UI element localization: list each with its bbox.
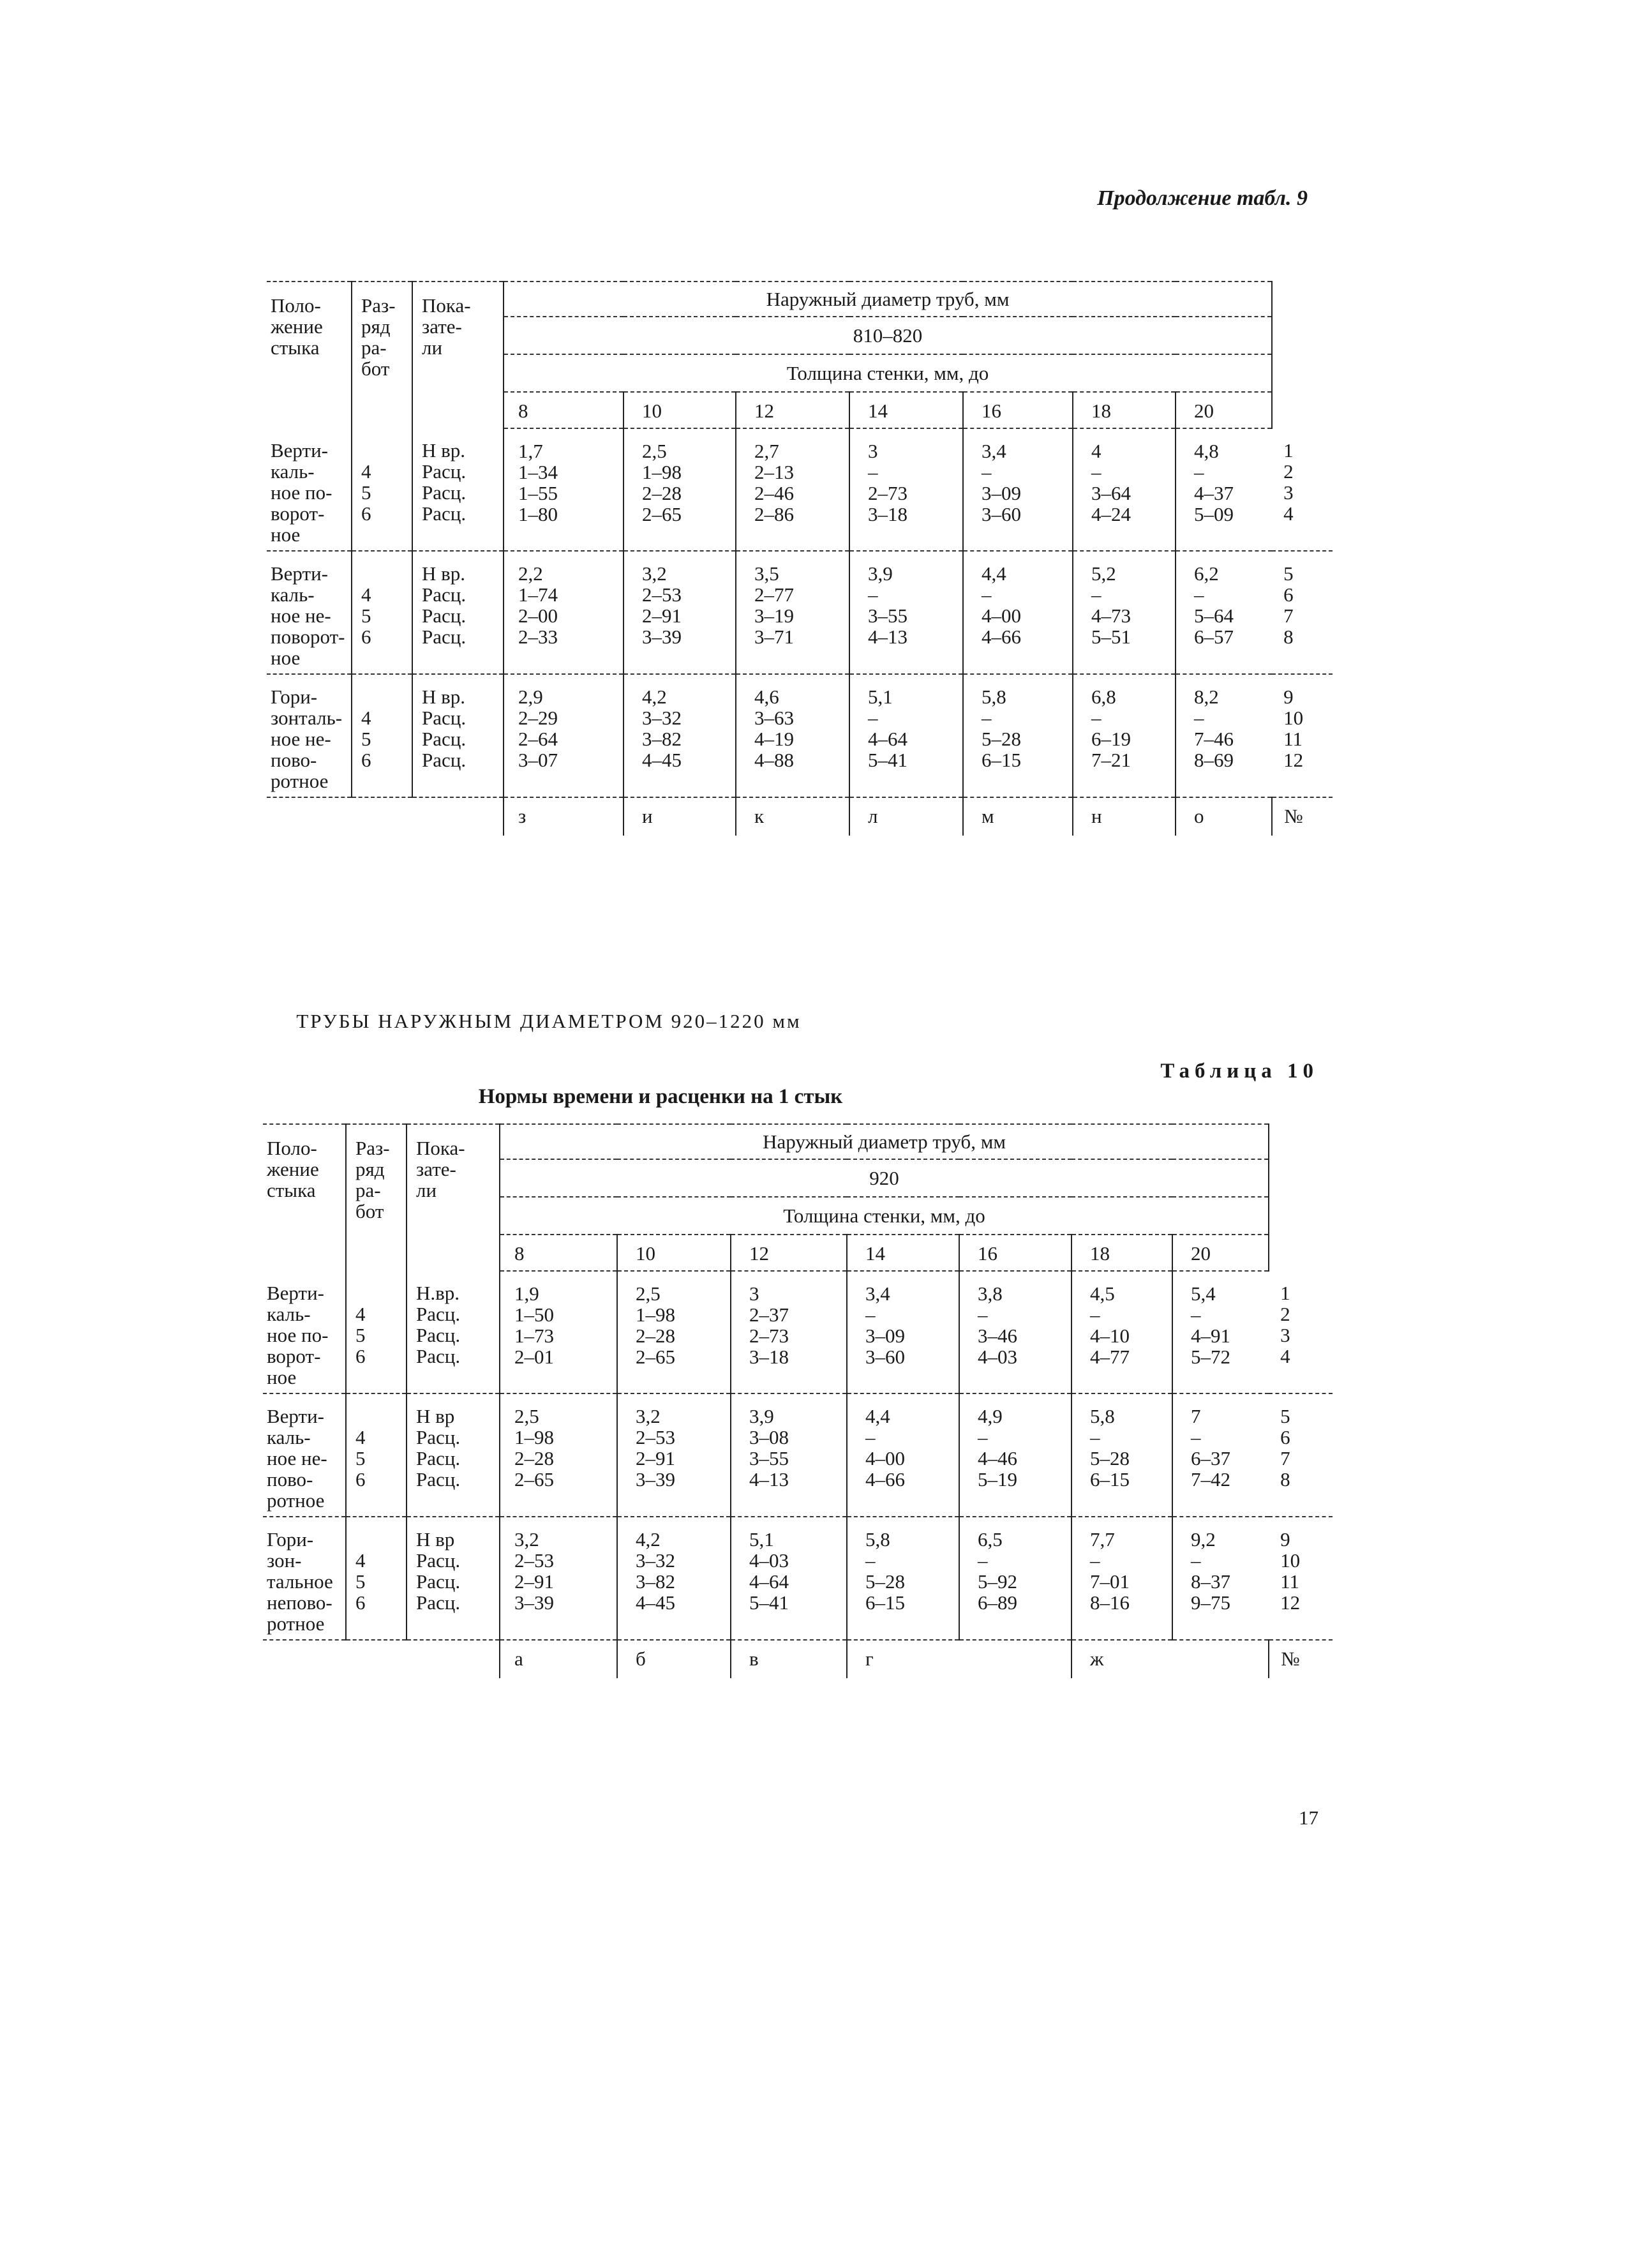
column-letter: б bbox=[617, 1640, 731, 1678]
value-cell: 2,5 1–98 2–28 2–65 bbox=[500, 1393, 617, 1517]
value-cell: 3 2–37 2–73 3–18 bbox=[731, 1271, 847, 1393]
thickness-col: 16 bbox=[959, 1235, 1072, 1271]
joint-position: Верти- каль- ное не- пово- ротное bbox=[263, 1393, 346, 1517]
value-cell: 4,6 3–63 4–19 4–88 bbox=[736, 674, 849, 797]
thickness-col: 12 bbox=[736, 392, 849, 428]
row-numbers: 9 10 11 12 bbox=[1269, 1517, 1333, 1640]
value-cell: 3,4 – 3–09 3–60 bbox=[963, 428, 1073, 551]
value-cell: 2,9 2–29 2–64 3–07 bbox=[504, 674, 624, 797]
value-cell: 4 – 3–64 4–24 bbox=[1073, 428, 1176, 551]
value-cell: 7,7 – 7–01 8–16 bbox=[1072, 1517, 1172, 1640]
thickness-col: 10 bbox=[624, 392, 736, 428]
norms-table-10 bbox=[263, 1123, 1333, 1678]
header-position: Поло- жение стыка bbox=[267, 282, 352, 428]
joint-position: Верти- каль- ное по- ворот- ное bbox=[267, 428, 352, 551]
table-row bbox=[267, 428, 1333, 551]
joint-position: Верти- каль- ное не- поворот- ное bbox=[267, 551, 352, 674]
value-cell: 3 – 2–73 3–18 bbox=[849, 428, 963, 551]
column-letter: г bbox=[847, 1640, 959, 1678]
value-cell: 3,9 3–08 3–55 4–13 bbox=[731, 1393, 847, 1517]
column-letter: л bbox=[849, 797, 963, 836]
continuation-label: Продолжение табл. 9 bbox=[1097, 186, 1308, 210]
number-label: № bbox=[1272, 797, 1333, 836]
row-numbers: 1 2 3 4 bbox=[1269, 1271, 1333, 1393]
value-cell: 2,2 1–74 2–00 2–33 bbox=[504, 551, 624, 674]
joint-position: Верти- каль- ное по- ворот- ное bbox=[263, 1271, 346, 1393]
indicator-cell: Н вр. Расц. Расц. Расц. bbox=[412, 674, 504, 797]
row-numbers: 5 6 7 8 bbox=[1272, 551, 1333, 674]
column-letter bbox=[959, 1640, 1072, 1678]
header-wall-thickness: Толщина стенки, мм, до bbox=[504, 354, 1272, 392]
header-diameter-range: 810–820 bbox=[504, 317, 1272, 354]
grade-cell: 4 5 6 bbox=[352, 551, 412, 674]
value-cell: 9,2 – 8–37 9–75 bbox=[1172, 1517, 1269, 1640]
value-cell: 4,5 – 4–10 4–77 bbox=[1072, 1271, 1172, 1393]
indicator-cell: Н вр Расц. Расц. Расц. bbox=[407, 1517, 500, 1640]
header-grade: Раз- ряд ра- бот bbox=[352, 282, 412, 428]
page-number: 17 bbox=[1299, 1806, 1318, 1829]
value-cell: 6,2 – 5–64 6–57 bbox=[1176, 551, 1272, 674]
column-letter: и bbox=[624, 797, 736, 836]
table-row bbox=[267, 551, 1333, 674]
row-numbers: 1 2 3 4 bbox=[1272, 428, 1333, 551]
value-cell: 4,2 3–32 3–82 4–45 bbox=[617, 1517, 731, 1640]
value-cell: 5,8 – 5–28 6–15 bbox=[847, 1517, 959, 1640]
value-cell: 5,1 4–03 4–64 5–41 bbox=[731, 1517, 847, 1640]
thickness-col: 14 bbox=[847, 1235, 959, 1271]
header-grade: Раз- ряд ра- бот bbox=[346, 1124, 407, 1271]
column-letter: з bbox=[504, 797, 624, 836]
grade-cell: 4 5 6 bbox=[346, 1271, 407, 1393]
table-row bbox=[267, 674, 1333, 797]
value-cell: 5,4 – 4–91 5–72 bbox=[1172, 1271, 1269, 1393]
letters-row bbox=[263, 1640, 1333, 1678]
column-letter: ж bbox=[1072, 1640, 1172, 1678]
value-cell: 4,8 – 4–37 5–09 bbox=[1176, 428, 1272, 551]
row-numbers: 5 6 7 8 bbox=[1269, 1393, 1333, 1517]
value-cell: 3,5 2–77 3–19 3–71 bbox=[736, 551, 849, 674]
table-row bbox=[263, 1271, 1333, 1393]
thickness-col: 18 bbox=[1073, 392, 1176, 428]
value-cell: 4,4 – 4–00 4–66 bbox=[847, 1393, 959, 1517]
table-row bbox=[263, 1393, 1333, 1517]
table-label: Таблица 10 bbox=[1160, 1060, 1318, 1083]
column-letter: в bbox=[731, 1640, 847, 1678]
value-cell: 6,8 – 6–19 7–21 bbox=[1073, 674, 1176, 797]
table-subtitle: Нормы времени и расценки на 1 стык bbox=[478, 1085, 843, 1108]
value-cell: 5,8 – 5–28 6–15 bbox=[963, 674, 1073, 797]
value-cell: 3,9 – 3–55 4–13 bbox=[849, 551, 963, 674]
thickness-col: 20 bbox=[1172, 1235, 1269, 1271]
value-cell: 2,7 2–13 2–46 2–86 bbox=[736, 428, 849, 551]
header-indicators: Пока- зате- ли bbox=[407, 1124, 500, 1271]
value-cell: 3,2 2–53 2–91 3–39 bbox=[624, 551, 736, 674]
grade-cell: 4 5 6 bbox=[346, 1517, 407, 1640]
value-cell: 3,2 2–53 2–91 3–39 bbox=[617, 1393, 731, 1517]
value-cell: 4,9 – 4–46 5–19 bbox=[959, 1393, 1072, 1517]
thickness-col: 12 bbox=[731, 1235, 847, 1271]
norms-table-9 bbox=[267, 281, 1333, 836]
value-cell: 2,5 1–98 2–28 2–65 bbox=[617, 1271, 731, 1393]
value-cell: 8,2 – 7–46 8–69 bbox=[1176, 674, 1272, 797]
joint-position: Гори- зонталь- ное не- пово- ротное bbox=[267, 674, 352, 797]
header-outer-diameter: Наружный диаметр труб, мм bbox=[504, 282, 1272, 317]
thickness-col: 10 bbox=[617, 1235, 731, 1271]
indicator-cell: Н вр Расц. Расц. Расц. bbox=[407, 1393, 500, 1517]
column-letter: н bbox=[1073, 797, 1176, 836]
grade-cell: 4 5 6 bbox=[352, 428, 412, 551]
joint-position: Гори- зон- тальное непово- ротное bbox=[263, 1517, 346, 1640]
column-letter: м bbox=[963, 797, 1073, 836]
thickness-col: 18 bbox=[1072, 1235, 1172, 1271]
value-cell: 4,2 3–32 3–82 4–45 bbox=[624, 674, 736, 797]
indicator-cell: Н вр. Расц. Расц. Расц. bbox=[412, 428, 504, 551]
column-letter: а bbox=[500, 1640, 617, 1678]
value-cell: 1,7 1–34 1–55 1–80 bbox=[504, 428, 624, 551]
value-cell: 6,5 – 5–92 6–89 bbox=[959, 1517, 1072, 1640]
value-cell: 3,8 – 3–46 4–03 bbox=[959, 1271, 1072, 1393]
header-diameter-range: 920 bbox=[500, 1159, 1269, 1197]
section-title: ТРУБЫ НАРУЖНЫМ ДИАМЕТРОМ 920–1220 мм bbox=[296, 1010, 802, 1032]
column-letter: к bbox=[736, 797, 849, 836]
grade-cell: 4 5 6 bbox=[346, 1393, 407, 1517]
thickness-col: 14 bbox=[849, 392, 963, 428]
value-cell: 3,4 – 3–09 3–60 bbox=[847, 1271, 959, 1393]
header-wall-thickness: Толщина стенки, мм, до bbox=[500, 1197, 1269, 1235]
thickness-col: 8 bbox=[500, 1235, 617, 1271]
header-indicators: Пока- зате- ли bbox=[412, 282, 504, 428]
grade-cell: 4 5 6 bbox=[352, 674, 412, 797]
indicator-cell: Н.вр. Расц. Расц. Расц. bbox=[407, 1271, 500, 1393]
header-outer-diameter: Наружный диаметр труб, мм bbox=[500, 1124, 1269, 1159]
value-cell: 5,8 – 5–28 6–15 bbox=[1072, 1393, 1172, 1517]
row-numbers: 9 10 11 12 bbox=[1272, 674, 1333, 797]
number-label: № bbox=[1269, 1640, 1333, 1678]
header-position: Поло- жение стыка bbox=[263, 1124, 346, 1271]
value-cell: 7 – 6–37 7–42 bbox=[1172, 1393, 1269, 1517]
value-cell: 5,2 – 4–73 5–51 bbox=[1073, 551, 1176, 674]
column-letter: о bbox=[1176, 797, 1272, 836]
value-cell: 4,4 – 4–00 4–66 bbox=[963, 551, 1073, 674]
thickness-col: 8 bbox=[504, 392, 624, 428]
value-cell: 2,5 1–98 2–28 2–65 bbox=[624, 428, 736, 551]
thickness-col: 20 bbox=[1176, 392, 1272, 428]
table-row bbox=[263, 1517, 1333, 1640]
value-cell: 3,2 2–53 2–91 3–39 bbox=[500, 1517, 617, 1640]
value-cell: 1,9 1–50 1–73 2–01 bbox=[500, 1271, 617, 1393]
value-cell: 5,1 – 4–64 5–41 bbox=[849, 674, 963, 797]
letters-row bbox=[267, 797, 1333, 836]
thickness-col: 16 bbox=[963, 392, 1073, 428]
indicator-cell: Н вр. Расц. Расц. Расц. bbox=[412, 551, 504, 674]
